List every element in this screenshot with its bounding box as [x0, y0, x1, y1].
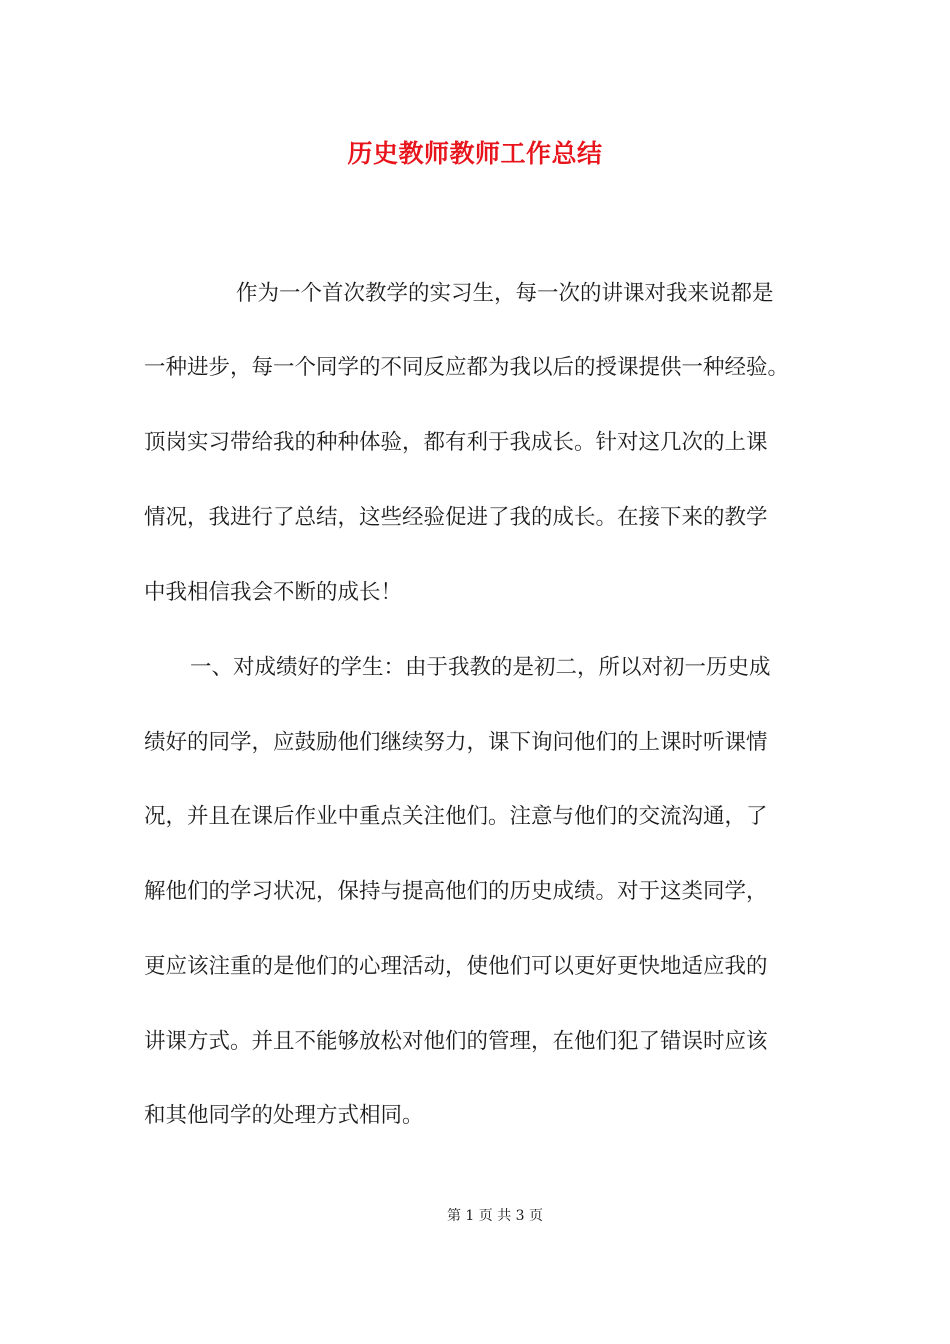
- paragraph-2-line-3: 况，并且在课后作业中重点关注他们。注意与他们的交流沟通，了: [144, 804, 768, 829]
- paragraph-1-line-1: 作为一个首次教学的实习生，每一次的讲课对我来说都是: [236, 281, 774, 306]
- paragraph-1-line-3: 顶岗实习带给我的种种体验，都有利于我成长。针对这几次的上课: [144, 430, 768, 455]
- paragraph-2-line-4: 解他们的学习状况，保持与提高他们的历史成绩。对于这类同学，: [144, 879, 768, 904]
- document-title: 历史教师教师工作总结: [347, 139, 603, 168]
- paragraph-2-line-1: 一、对成绩好的学生：由于我教的是初二，所以对初一历史成: [190, 655, 771, 680]
- paragraph-2-line-5: 更应该注重的是他们的心理活动，使他们可以更好更快地适应我的: [144, 954, 768, 979]
- paragraph-1-line-2: 一种进步，每一个同学的不同反应都为我以后的授课提供一种经验。: [144, 355, 790, 380]
- paragraph-2-line-7: 和其他同学的处理方式相同。: [144, 1103, 424, 1128]
- paragraph-2-line-6: 讲课方式。并且不能够放松对他们的管理，在他们犯了错误时应该: [144, 1029, 768, 1054]
- paragraph-2-line-2: 绩好的同学，应鼓励他们继续努力，课下询问他们的上课时听课情: [144, 730, 768, 755]
- page-number: 第 1 页 共 3 页: [446, 1208, 544, 1224]
- paragraph-1-line-5: 中我相信我会不断的成长！: [144, 580, 403, 605]
- paragraph-1-line-4: 情况，我进行了总结，这些经验促进了我的成长。在接下来的教学: [144, 505, 768, 530]
